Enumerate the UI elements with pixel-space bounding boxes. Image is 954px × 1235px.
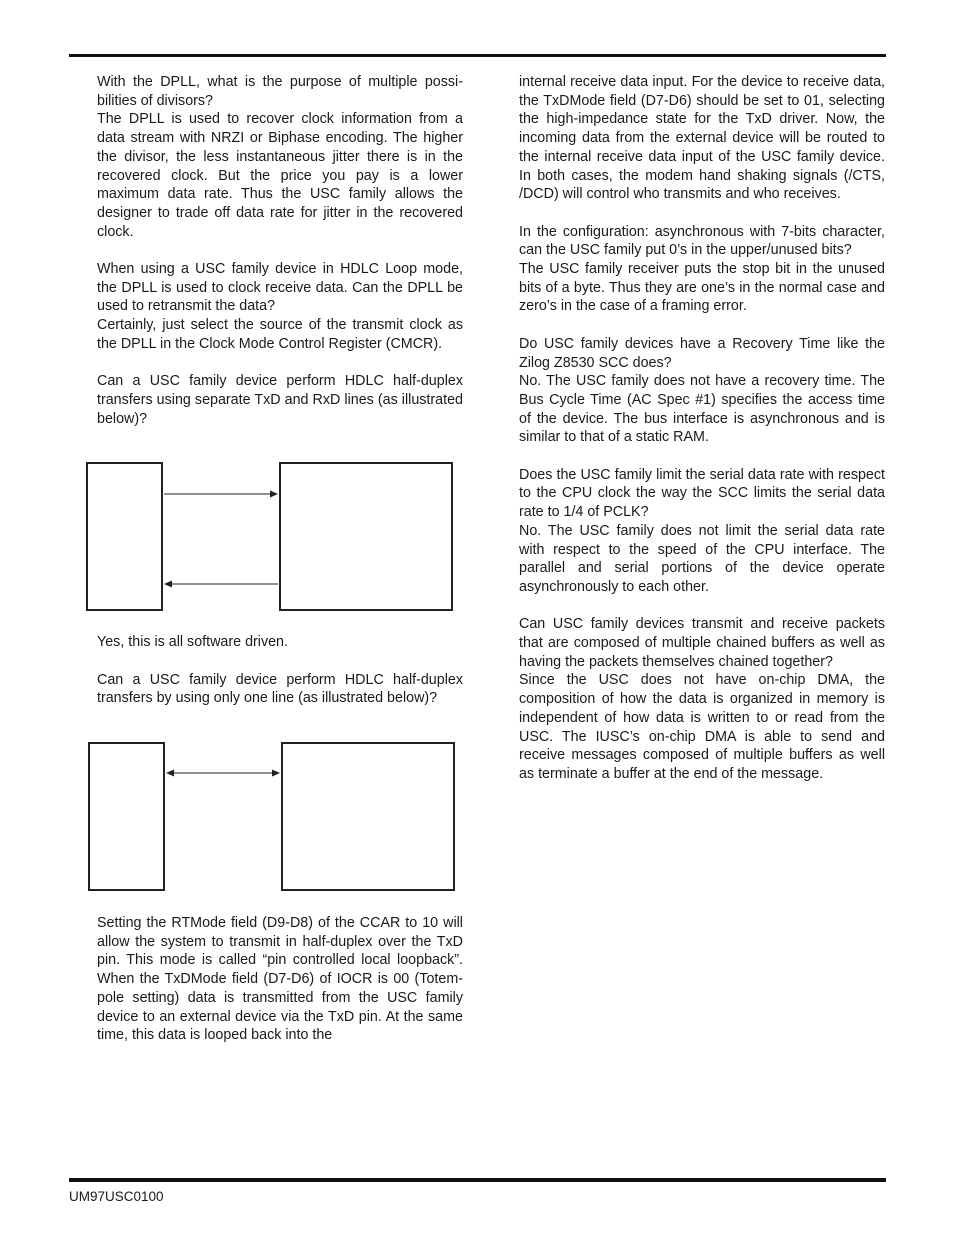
q7-answer: No. The USC family does not limit the serial data rate with respect to the speed of the CPU interface. The parallel and serial portions of the device operate asynchronously to each other. (519, 522, 885, 595)
q4-question: Can a USC family device perform HDLC half-duplex transfers by using only one line (as illustrated below)? (97, 671, 463, 707)
device-box-right (282, 743, 454, 890)
top-rule (69, 54, 886, 57)
q3-question: Can a USC family device perform HDLC half-duplex transfers using separate TxD and RxD lines (as illustrated below)? (97, 373, 463, 427)
q8-question: Can USC family devices transmit and receive packets that are composed of multiple chained buffers as well as having the packets themselves chained together? (519, 616, 885, 670)
separate-lines-diagram (85, 461, 455, 612)
q7-question: Does the USC family limit the serial data rate with respect to the CPU clock the way the SCC limits the serial data rate to 1/4 of PCLK? (519, 466, 885, 521)
q6-question: Do USC family devices have a Recovery Time like the Zilog Z8530 SCC does? (519, 335, 885, 371)
q8-answer: Since the USC does not have on-chip DMA, the composition of how the data is organized in memory is independent of how data is written to or read from the USC. The IUSC’s on-chip DMA is able to send and receive messages composed of multiple buffers as well as terminate a buffer at the end of the message. (519, 672, 885, 782)
right-column (519, 73, 885, 784)
arrow-left (164, 581, 278, 588)
device-box-left (87, 463, 162, 610)
q6-answer: No. The USC family does not have a recovery time. The Bus Cycle Time (AC Spec #1) specifies the access time of the device. The bus interface is asynchronous and is similar to that of a static RAM. (519, 373, 885, 446)
left-column-bottom (97, 914, 463, 1045)
arrow-right (164, 491, 278, 498)
q2-question: When using a USC family device in HDLC Loop mode, the DPLL is used to clock receive data. Can the DPLL be used to retransmit the data? (97, 261, 463, 315)
q4-answer: Setting the RTMode field (D9-D8) of the CCAR to 10 will allow the system to transmit in half-duplex over the TxD pin. This mode is called “pin controlled local loopback”. When the TxDMode field (D7-D6) of IOCR is 00 (Totem-pole setting) data is transmitted from the USC family device to an external device via the TxD pin. At the same time, this data is looped back into the (97, 915, 463, 1044)
q5-question: In the configuration: asynchronous with 7-bits character, can the USC family put 0’s in the upper/unused bits? (519, 223, 885, 259)
single-line-diagram (87, 741, 457, 892)
device-box-left (89, 743, 164, 890)
q1-answer: The DPLL is used to recover clock information from a data stream with NRZI or Biphase encoding. The higher the divisor, the less instantaneous jitter there is in the recovered clock. But the price you pay is a lower maximum data rate. Thus the USC family allows the designer to trade off data rate for jitter in the recovered clock. (97, 111, 463, 240)
left-column-middle (97, 633, 463, 708)
bottom-rule (69, 1178, 886, 1182)
left-column (97, 73, 463, 428)
q3-answer: Yes, this is all software driven. (97, 634, 288, 650)
q1-question: With the DPLL, what is the purpose of multiple possibilities of divisors? (97, 74, 463, 109)
q4-answer-continued: internal receive data input. For the device to receive data, the TxDMode field (D7-D6) should be set to 01, selecting the high-impedance state for the TxD driver. Now, the incoming data from the external device will be routed to the internal receive data input of the USC family device. In both cases, the modem hand shaking signals (/CTS, /DCD) will control who transmits and who receives. (519, 74, 885, 203)
q5-answer: The USC family receiver puts the stop bit in the unused bits of a byte. Thus they are one’s in the normal case and zero’s in the case of a framing error. (519, 261, 885, 315)
q2-answer: Certainly, just select the source of the transmit clock as the DPLL in the Clock Mode Control Register (CMCR). (97, 317, 463, 352)
bidirectional-arrow (166, 770, 280, 777)
device-box-right (280, 463, 452, 610)
document-code: UM97USC0100 (69, 1189, 164, 1204)
